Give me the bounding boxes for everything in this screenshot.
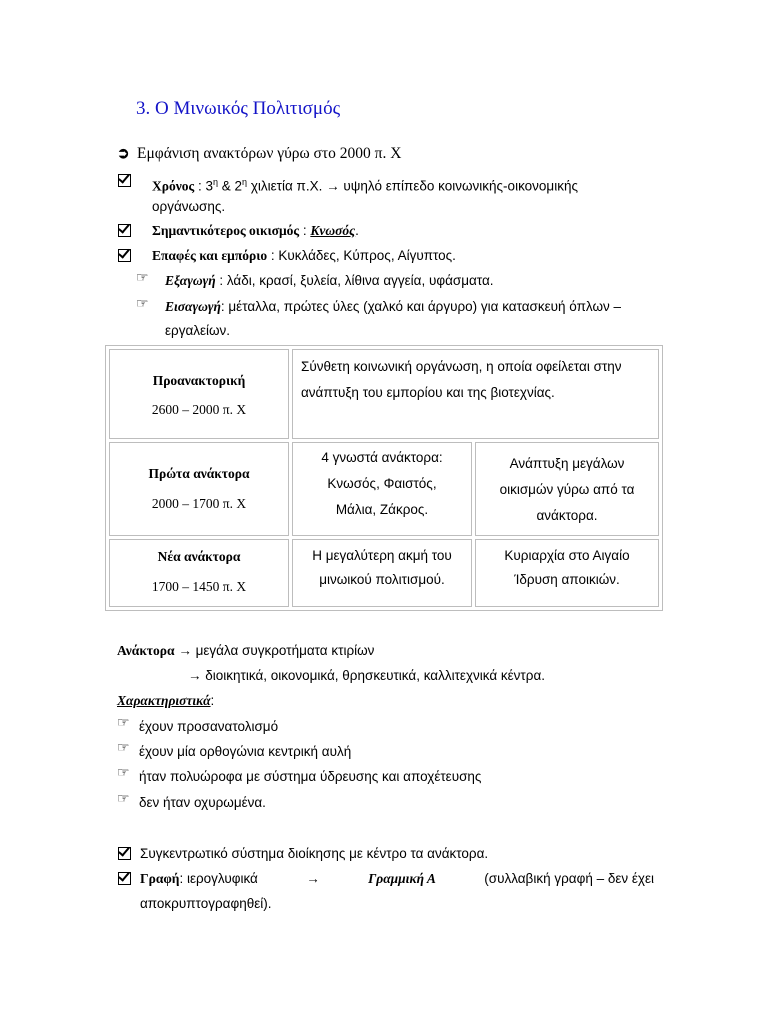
table-row [109, 442, 659, 536]
right-arrow-icon: → [306, 871, 320, 886]
grafi-line [140, 870, 654, 888]
arrow-circle-icon: ➲ [117, 146, 130, 162]
pointing-hand-icon: ☞ [117, 792, 130, 807]
checkbox-icon [118, 872, 131, 885]
cell-text: Κνωσός, Φαιστός, [327, 476, 437, 491]
chronos-text2: χιλιετία π.Χ. [250, 178, 323, 194]
anaktora-line2 [188, 667, 545, 685]
eisagogi-text: : μέταλλα, πρώτες ύλες (χαλκό και άργυρο) για κατασκευή όπλων – [220, 299, 622, 314]
oikismos-value: Κνωσός [310, 223, 356, 238]
checkbox-icon [118, 847, 131, 860]
period-desc: Σύνθετη κοινωνική οργάνωση, η οποία οφείλεται στην [301, 359, 622, 374]
right-arrow-icon: → [326, 178, 340, 194]
period-date: 1700 – 1450 π. Χ [151, 579, 247, 594]
epafes-label: Επαφές και εμπόριο [152, 248, 268, 263]
item-chronos [152, 173, 654, 196]
anaktora-text: μεγάλα συγκροτήματα κτιρίων [195, 643, 375, 658]
page-title: 3. Ο Μινωικός Πολιτισμός [136, 98, 341, 119]
cell-text: Η μεγαλύτερη ακμή του [312, 548, 452, 563]
checkbox-icon [118, 224, 131, 237]
oikismos-label: Σημαντικότερος οικισμός [152, 223, 300, 238]
exagogi-text: : λάδι, κρασί, ξυλεία, λίθινα αγγεία, υφάσματα. [215, 273, 494, 288]
colon: : [210, 693, 215, 708]
cell-text: Κυριαρχία στο Αιγαίο [504, 548, 630, 563]
list-item: έχουν μία ορθογώνια κεντρική αυλή [139, 744, 352, 759]
table-row [109, 539, 659, 607]
cell-text: οικισμών γύρω από τα [499, 482, 635, 497]
list-item: ήταν πολυώροφα με σύστημα ύδρευσης και αποχέτευσης [139, 769, 482, 784]
eisagogi-text2: εργαλείων. [165, 323, 231, 338]
end: . [355, 223, 359, 238]
anaktora-text2: διοικητικά, οικονομικά, θρησκευτικά, καλλιτεχνικά κέντρα. [205, 668, 546, 683]
table-cell [109, 539, 289, 607]
list-item: έχουν προσανατολισμό [139, 719, 279, 734]
pointing-hand-icon: ☞ [117, 716, 130, 731]
cell-text: Ανάπτυξη μεγάλων [509, 456, 625, 471]
table-cell [292, 349, 659, 439]
admin-text: Συγκεντρωτικό σύστημα διοίκησης με κέντρο τα ανάκτορα. [140, 846, 489, 861]
char-label: Χαρακτηριστικά [117, 693, 211, 708]
right-arrow-icon: → [188, 668, 202, 683]
chronos-text3: υψηλό επίπεδο κοινωνικής-οικονομικής [343, 178, 578, 194]
cell-text: ανάκτορα. [536, 508, 598, 523]
cell-text: 4 γνωστά ανάκτορα: [321, 450, 443, 465]
cell-text: Μάλια, Ζάκρος. [335, 502, 429, 517]
periods-table [105, 345, 663, 611]
period-title: Πρώτα ανάκτορα [148, 466, 250, 481]
pointing-hand-icon: ☞ [117, 741, 130, 756]
sep: : [299, 223, 311, 238]
characteristics-heading [117, 692, 214, 710]
table-cell [292, 442, 472, 536]
pointing-hand-icon: ☞ [136, 297, 149, 312]
chronos-text4: οργάνωσης. [152, 199, 226, 214]
subheading: Εμφάνιση ανακτόρων γύρω στο 2000 π. Χ [137, 145, 402, 162]
period-title: Νέα ανάκτορα [157, 549, 241, 564]
grafi-text4: αποκρυπτογραφηθεί). [140, 896, 272, 911]
period-title: Προανακτορική [152, 373, 246, 388]
period-date: 2000 – 1700 π. Χ [151, 496, 247, 511]
table-cell [109, 442, 289, 536]
anaktora-label: Ανάκτορα [117, 643, 175, 658]
cell-text: Ίδρυση αποικιών. [514, 572, 620, 587]
grafi-text3: (συλλαβική γραφή – δεν έχει [484, 871, 654, 886]
chronos-label: Χρόνος [152, 178, 195, 194]
chronos-amp: & 2 [221, 178, 243, 194]
table-cell [292, 539, 472, 607]
grafi-label: Γραφή [140, 871, 180, 886]
period-desc: ανάπτυξη του εμπορίου και της βιοτεχνίας. [301, 385, 555, 400]
table-cell [109, 349, 289, 439]
cell-text: μινωικού πολιτισμού. [319, 572, 445, 587]
sup: η [242, 177, 248, 187]
period-date: 2600 – 2000 π. Χ [151, 402, 247, 417]
anaktora-line [117, 642, 374, 660]
item-epafes [152, 247, 456, 265]
pointing-hand-icon: ☞ [136, 271, 149, 286]
item-exagogi [165, 272, 494, 290]
table-cell [475, 539, 659, 607]
list-item: δεν ήταν οχυρωμένα. [139, 795, 266, 810]
table-cell [475, 442, 659, 536]
grafi-linear-a: Γραμμική Α [368, 871, 436, 886]
item-oikismos [152, 222, 359, 240]
grafi-text: : ιερογλυφικά [179, 871, 258, 886]
checkbox-icon [118, 249, 131, 262]
table-row [109, 349, 659, 439]
item-eisagogi [165, 298, 621, 316]
epafes-text: : Κυκλάδες, Κύπρος, Αίγυπτος. [267, 248, 456, 263]
checkbox-icon [118, 174, 131, 187]
exagogi-label: Εξαγωγή [165, 273, 216, 288]
eisagogi-label: Εισαγωγή [165, 299, 221, 314]
pointing-hand-icon: ☞ [117, 766, 130, 781]
sup: η [212, 177, 218, 187]
right-arrow-icon: → [178, 643, 192, 658]
chronos-text: : 3 [197, 178, 213, 194]
